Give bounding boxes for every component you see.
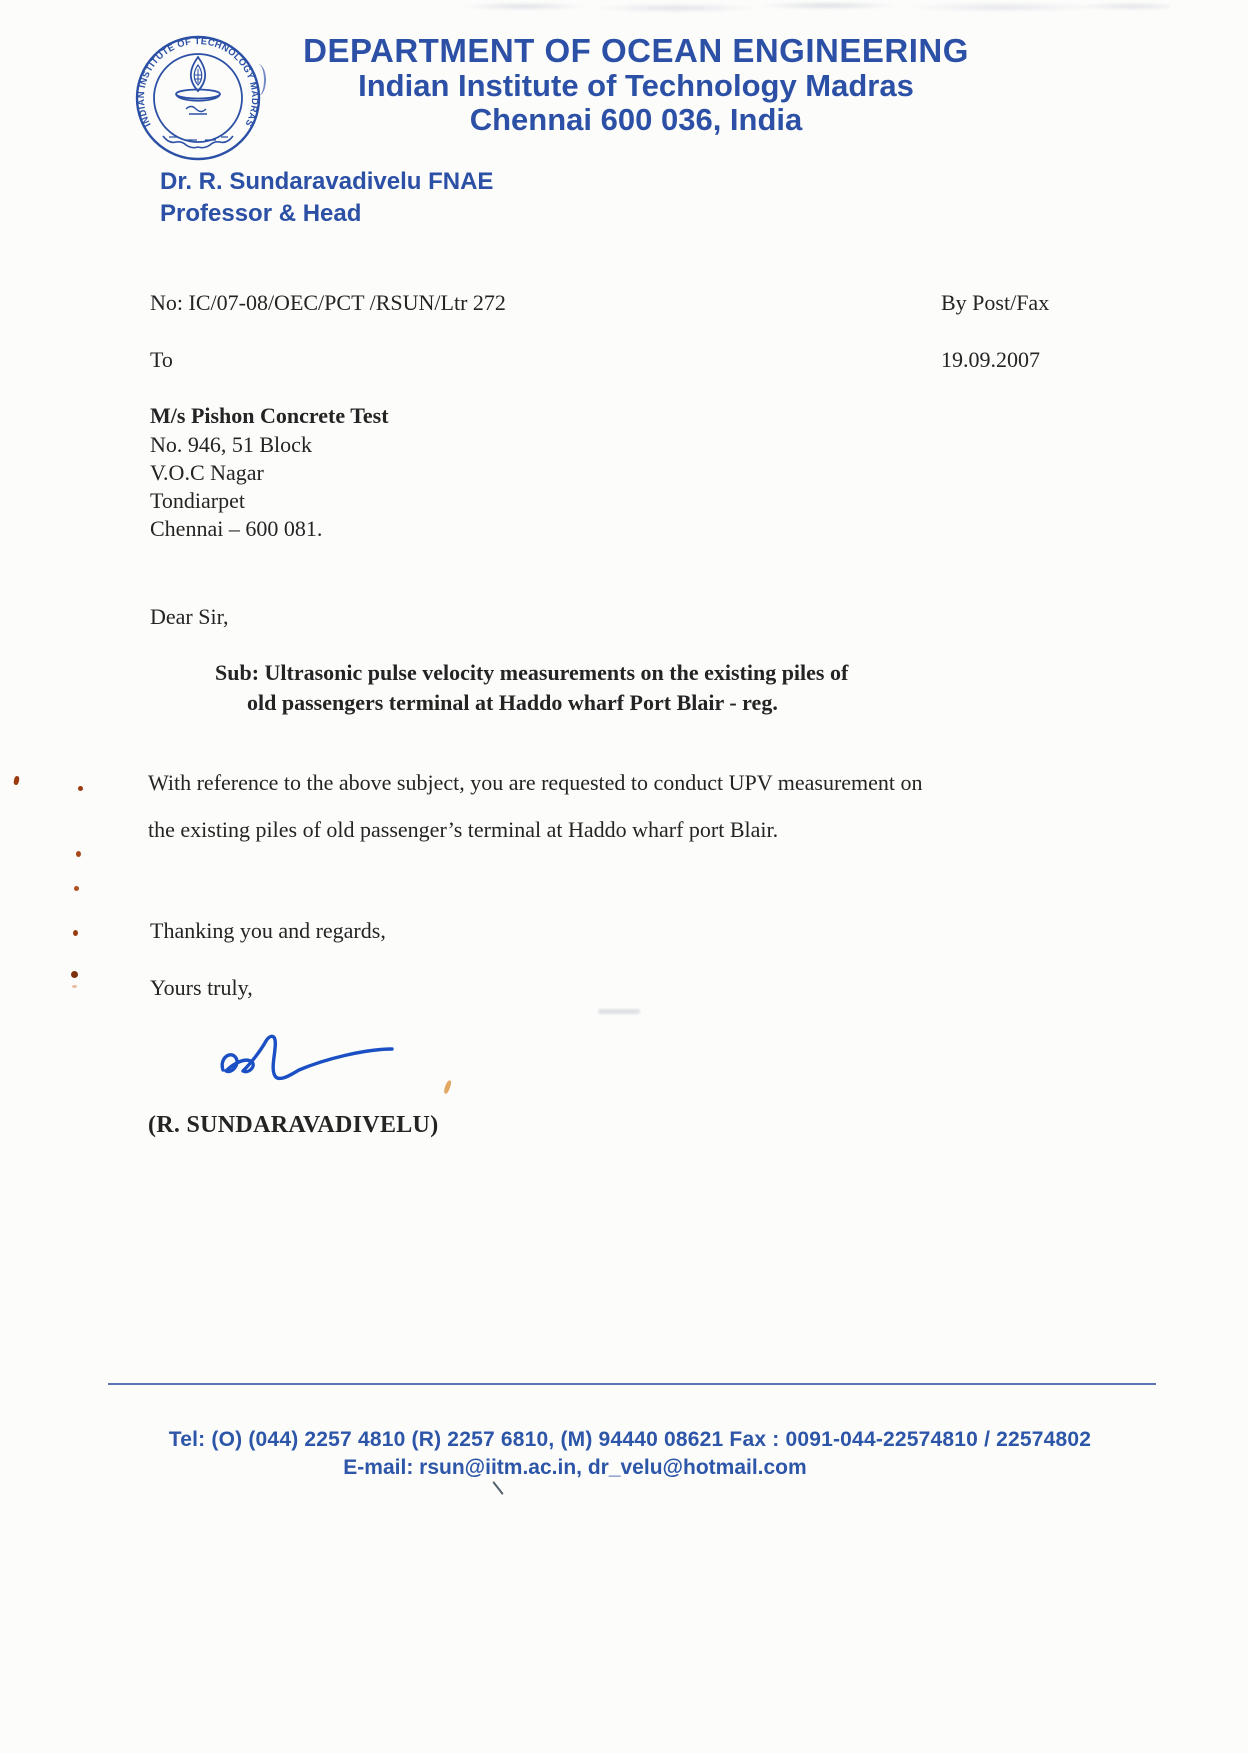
department-title: DEPARTMENT OF OCEAN ENGINEERING xyxy=(303,32,969,69)
institute-city: Chennai 600 036, India xyxy=(469,102,803,137)
recipient-address-line: V.O.C Nagar xyxy=(150,460,264,485)
ink-speck xyxy=(72,985,77,988)
ink-speck xyxy=(74,886,79,891)
recipient-address-line: Chennai – 600 081. xyxy=(150,516,323,541)
scan-smudge xyxy=(410,0,1170,16)
letter-date: 19.09.2007 xyxy=(941,347,1040,372)
ink-speck xyxy=(76,851,81,857)
signature-image xyxy=(215,1026,405,1088)
ref-number: No: IC/07-08/OEC/PCT /RSUN/Ltr 272 xyxy=(150,290,506,315)
recipient-name: M/s Pishon Concrete Test xyxy=(150,403,389,428)
recipient-address-line: No. 946, 51 Block xyxy=(150,432,312,457)
pen-mark xyxy=(492,1481,503,1495)
paragraph-line-2: the existing piles of old passenger’s terminal at Haddo wharf port Blair. xyxy=(148,817,779,842)
iit-madras-seal-icon xyxy=(133,33,263,163)
footer-rule xyxy=(108,1383,1156,1385)
ink-speck xyxy=(73,930,78,936)
institute-name: Indian Institute of Technology Madras xyxy=(358,68,914,103)
ink-speck xyxy=(71,971,78,978)
letterhead xyxy=(268,33,1004,137)
footer-email: E-mail: rsun@iitm.ac.in, dr_velu@hotmail.com xyxy=(343,1456,807,1479)
footer-telephone: Tel: (O) (044) 2257 4810 (R) 2257 6810, (M) 94440 08621 Fax : 0091-044-22574810 / 22574802 xyxy=(168,1428,1092,1451)
scan-artifact-paren xyxy=(250,64,266,96)
closing-line: Yours truly, xyxy=(150,975,253,1000)
scan-smudge xyxy=(598,1009,640,1014)
ink-speck xyxy=(78,786,83,791)
ink-speck xyxy=(13,776,20,786)
seal-ring-text: INDIAN INSTITUTE OF TECHNOLOGY MADRAS xyxy=(135,36,261,129)
author-name: Dr. R. Sundaravadivelu FNAE xyxy=(160,168,494,195)
delivery-mode: By Post/Fax xyxy=(941,290,1050,315)
thanks-line: Thanking you and regards, xyxy=(150,918,386,943)
recipient-address-line: Tondiarpet xyxy=(150,488,245,513)
paragraph-line-1: With reference to the above subject, you are requested to conduct UPV measurement on xyxy=(148,770,923,795)
ink-mark xyxy=(443,1080,452,1095)
subject-line-1: Sub: Ultrasonic pulse velocity measurements on the existing piles of xyxy=(215,660,849,685)
to-label: To xyxy=(150,347,173,372)
signatory-name: (R. SUNDARAVADIVELU) xyxy=(148,1112,439,1138)
greeting: Dear Sir, xyxy=(150,604,229,629)
subject-line-2: old passengers terminal at Haddo wharf Port Blair - reg. xyxy=(247,690,778,715)
author-title: Professor & Head xyxy=(160,200,362,227)
